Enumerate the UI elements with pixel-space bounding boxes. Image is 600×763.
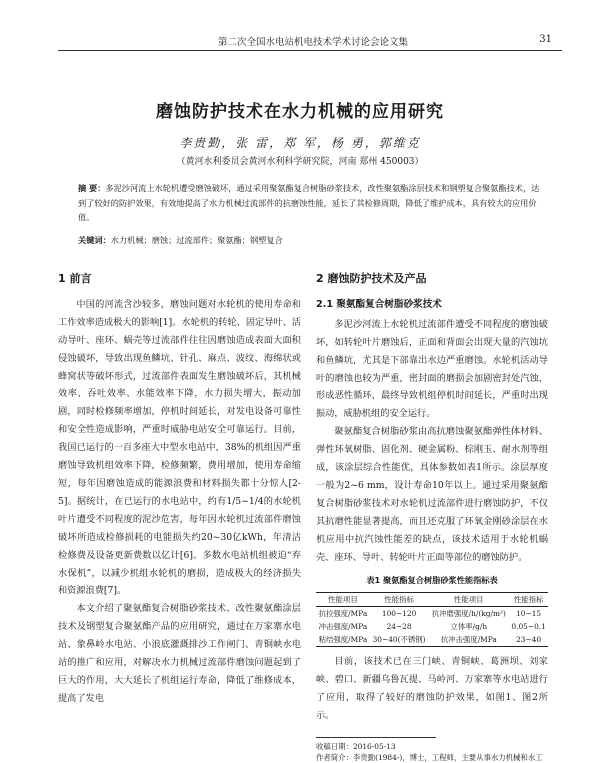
left-column	[58, 270, 301, 708]
table-row	[316, 633, 548, 647]
table-cell: 抗冲磨强度/h/(kg/m²)	[431, 609, 506, 619]
paper-title: 磨蚀防护技术在水力机械的应用研究	[156, 102, 444, 122]
table-cell: 抗冲击强度/MPa	[440, 635, 497, 645]
table-1-caption: 表1 聚氨酯复合树脂砂浆性能指标表	[366, 574, 498, 585]
table-cell: 10~15	[516, 609, 542, 619]
right-column	[316, 270, 548, 763]
section-2-para-3: 目前，该技术已在三门峡、青铜峡、葛洲坝、刘家峡、碧口、新疆乌鲁瓦提、马岭河、万家寨等水电站进行了应用，取得了较好的磨蚀防护效果，如图1、图2所示。	[316, 656, 548, 722]
table-cell: 100~120	[381, 609, 417, 619]
table-row	[316, 620, 548, 633]
table-cell: 23~40	[516, 635, 542, 645]
header-rule	[58, 50, 562, 51]
section-2-para-1: 多泥沙河流上水轮机过流部件遭受不同程度的磨蚀破坏，如转轮叶片磨蚀后，正面和背面会出现大量的汽蚀坑和鱼鳞坑，尤其是下部靠出水边严重磨蚀。水轮机活动导叶的磨蚀也较为严重，密封面的磨损会加剧密封处汽蚀，形成恶性循环，最终导致机组停机时间延长，严重时出现振动，威胁机组的安全运行。	[316, 318, 548, 420]
section-1-para-1: 中国的河流含沙较多，磨蚀问题对水轮机的使用寿命和工作效率造成极大的影响[1]。水轮机的转轮、固定导叶、活动导叶、座环、蜗壳等过流部件往往因磨蚀造成表面大面积侵蚀破坏，导致出现鱼鳞坑、针孔、麻点、波纹、海绵状或蜂窝状等破坏形式，过流部件表面发生磨蚀破坏后，其机械效率、吞吐效率、水能效率下降，水力损失增大，振动加剧，同时检修频率增加，停机时间延长，对发电设备可靠性和安全性造成影响，严重时威胁电站安全可靠运行。目前，我国已运行的一百多座大中型水电站中，38%的机组因严重磨蚀导致机组效率下降，检修频繁，费用增加，使用寿命缩短，每年因磨蚀造成的能源浪费和材料损失都十分惊人[2-5]。据统计，在已运行的水电站中，约有1/5~1/4的水轮机叶片遭受不同程度的泥沙危害，每年因水轮机过流部件磨蚀破坏所造成检修损耗的电能损失约20~30亿kWh，年清洁检修费及设备更新费数以亿计[6]。多数水电站机组被迫“弃水保机”，以减少机组水轮机的磨损，造成极大的经济损失和资源浪费[7]。	[58, 298, 301, 597]
page-number: 31	[539, 34, 552, 45]
section-2-para-2: 聚氨酯复合树脂砂浆由高抗磨蚀聚氨酯弹性体材料、弹性环氧树脂、固化剂、硬金属粉、棕刚玉、耐水剂等组成，该涂层综合性能优，具体参数如表1所示。涂层厚度一般为2~6 mm，设计寿命10年以上。通过采用聚氨酯复合树脂砂浆技术对水轮机过流部件进行磨蚀防护，不仅其抗磨性能显著提高，而且还克服了环氧金刚砂涂层在水机应用中抗汽蚀性能差的缺点，该技术适用于水轮机蜗壳、座环、导叶、转轮叶片正面等部位的磨蚀防护。	[316, 426, 548, 563]
footnote-rule	[316, 737, 436, 738]
table-header-row	[316, 593, 548, 607]
keywords-text: 水力机械；磨蚀；过流部件；聚氨酯；钢塑复合	[110, 235, 283, 245]
author-bio: 作者简介：李贵勤(1984-)，博士，工程师，主要从事水力机械和水工	[316, 753, 543, 763]
affiliation: （黄河水利委员会黄河水利科学研究院，河南 郑州 450003）	[176, 157, 424, 167]
section-2-1-heading: 2.1 聚氨酯复合树脂砂浆技术	[316, 298, 442, 310]
table-cell: 0.05~0.1	[511, 622, 546, 632]
section-1-heading: 1 前言	[58, 272, 92, 285]
table-cell: 24~28	[386, 622, 412, 632]
section-1-para-2: 本文介绍了聚氨酯复合树脂砂浆技术、改性聚氨酯涂层技术及钢塑复合聚氨酯产品的应用研究，通过在万家寨水电站、象鼻岭水电站、小浪底灌溉排沙工作闸门、青铜峡水电站的推广和应用，对解决水力机械过流部件磨蚀问题起到了巨大的作用，大大延长了机组运行寿命，降低了维修成本，提高了发电	[58, 603, 301, 704]
author-list: 李贵勤，张 雷，郑 军，杨 勇，郭维克	[179, 136, 421, 150]
table-header-cell: 性能项目	[453, 595, 484, 605]
journal-name: 第二次全国水电站机电技术学术讨论会论文集	[218, 37, 409, 48]
keywords-label: 关键词：	[78, 235, 111, 245]
table-cell: 抗拉强度/MPa	[318, 609, 368, 619]
table-cell: 冲击强度/MPa	[318, 622, 368, 632]
received-date: 收稿日期：2016-05-13	[316, 742, 396, 752]
table-row	[316, 607, 548, 621]
table-1	[316, 592, 548, 647]
abstract-label: 摘 要：	[78, 183, 106, 193]
abstract-text: 多泥沙河流上水轮机遭受磨蚀破坏，通过采用聚氨酯复合树脂砂浆技术，改性聚氨酯涂层技术和钢塑复合聚氨酯技术，达到了较好的防护效果，有效地提高了水力机械过流部件的抗磨蚀性能，延长了其检修周期，降低了维护成本，具有较大的应用价值。	[78, 183, 540, 222]
table-cell: 立体率/g/h	[450, 622, 488, 632]
table-header-cell: 性能指标	[513, 595, 544, 605]
table-header-cell: 性能指标	[384, 595, 414, 605]
abstract	[78, 181, 542, 225]
keywords	[78, 235, 542, 246]
table-cell: 30~40(不锈钢)	[372, 635, 426, 645]
section-2-heading: 2 磨蚀防护技术及产品	[316, 272, 427, 285]
table-header-cell: 性能项目	[328, 595, 358, 605]
table-cell: 粘结强度/MPa	[318, 635, 368, 645]
running-header	[58, 34, 562, 48]
